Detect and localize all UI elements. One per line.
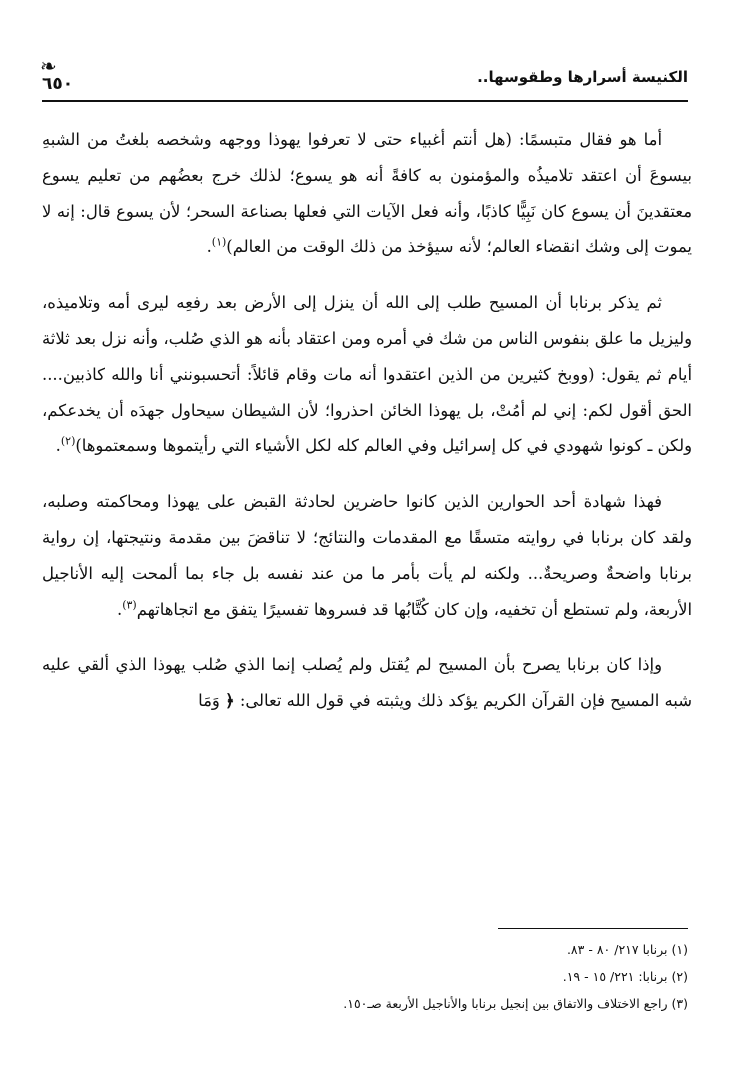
main-text: [42, 122, 692, 739]
footnote-3: (٣) راجع الاختلاف والاتفاق بين إنجيل برنابا والأناجيل الأربعة صـ١٥٠.: [343, 996, 688, 1011]
paragraph-1: [42, 122, 692, 265]
quran-quote-start: وَمَا: [198, 691, 220, 711]
running-title: الكنيسة أسرارها وطقوسها..: [477, 68, 688, 86]
paragraph-4: [42, 647, 692, 719]
footnote-1: (١) برنابا ٢١٧/ ٨٠ - ٨٣.: [566, 942, 688, 957]
paragraph-text: فهذا شهادة أحد الحوارين الذين كانوا حاضرين لحادثة القبض على يهوذا ومحاكمته وصلبه، ولقد كان برنابا في روايته متسقًا مع المقدمات والنتائج؛ لا تناقضَ بين مقدمة ونتيجتها، إن رواية برنابا واضحةٌ وصريحةٌ... ولكنه لم يأت بأمر ما من عند نفسه بل جاء بما ألمحت إليه الأناجيل الأربعة، ولم تستطع أن تخفيه، وإن كان كُتَّابُها قد فسروها تفسيرًا يتفق مع اتجاهاتهم: [42, 492, 692, 619]
paragraph-text: أما هو فقال متبسمًا: (هل أنتم أغبياء حتى لا تعرفوا يهوذا ووجهه وشخصه بلغتُ من الشبهِ بيسوعَ أن اعتقد تلاميذُه والمؤمنون به كافةً أنه هو يسوع؛ لذلك خرج بعضُهم من تعليم يسوع معتقدينَ أن يسوع كان نَبِيًّا كاذبًا، وأنه فعل الآيات التي فعلها بصناعة السحر؛ لأن يسوع قال: إنه لا يموت إلى وشك انقضاء العالم؛ لأنه سيؤخذ من ذلك الوقت من العالم): [42, 130, 692, 257]
paragraph-text: ثم يذكر برنابا أن المسيح طلب إلى الله أن ينزل إلى الأرض بعد رفعِه ليرى أمه وتلاميذه، وليزيل ما علق بنفوس الناس من شك في أمره ومن اعتقاد بأنه هو الذي صُلب، وأنه نزل بعد ثلاثة أيام ثم يقول: (ووبخ كثيرين من الذين اعتقدوا أنه مات وقام قائلاً: أتحسبونني أنا والله كاذبين.... الحق أقول لكم: إني لم أمُتْ، بل يهوذا الخائن احذروا؛ لأن الشيطان سيحاول جهدَه أن يخدعكم، ولكن ـ كونوا شهودي في كل إسرائيل وفي العالم كله لكل الأشياء التي رأيتموها وسمعتموها): [42, 293, 692, 456]
header-ornament-icon: ❧: [40, 54, 57, 78]
header-divider: [42, 100, 688, 102]
footnote-ref-1[interactable]: (١): [211, 235, 227, 249]
paragraph-text: وإذا كان برنابا يصرح بأن المسيح لم يُقتل ولم يُصلب إنما الذي صُلب يهوذا الذي ألقي عليه شبه المسيح فإن القرآن الكريم يؤكد ذلك ويثبته في قول الله تعالى:: [42, 655, 692, 711]
footnote-2: (٢) برنابا: ٢٢١/ ١٥ - ١٩.: [562, 969, 688, 984]
page-header: [40, 54, 688, 98]
page-number: ٦٥٠: [42, 74, 74, 94]
quran-open-bracket: ﴿: [225, 691, 235, 711]
paragraph-2: [42, 285, 692, 464]
paragraph-3: [42, 484, 692, 627]
footnotes: [42, 936, 688, 1017]
footnote-ref-3[interactable]: (٣): [122, 598, 137, 612]
footnote-ref-2[interactable]: (٢): [60, 434, 76, 448]
paragraph-end: .: [206, 237, 212, 257]
paragraph-end: .: [55, 436, 61, 456]
footnote-divider: [498, 928, 688, 929]
paragraph-end: .: [116, 599, 123, 619]
